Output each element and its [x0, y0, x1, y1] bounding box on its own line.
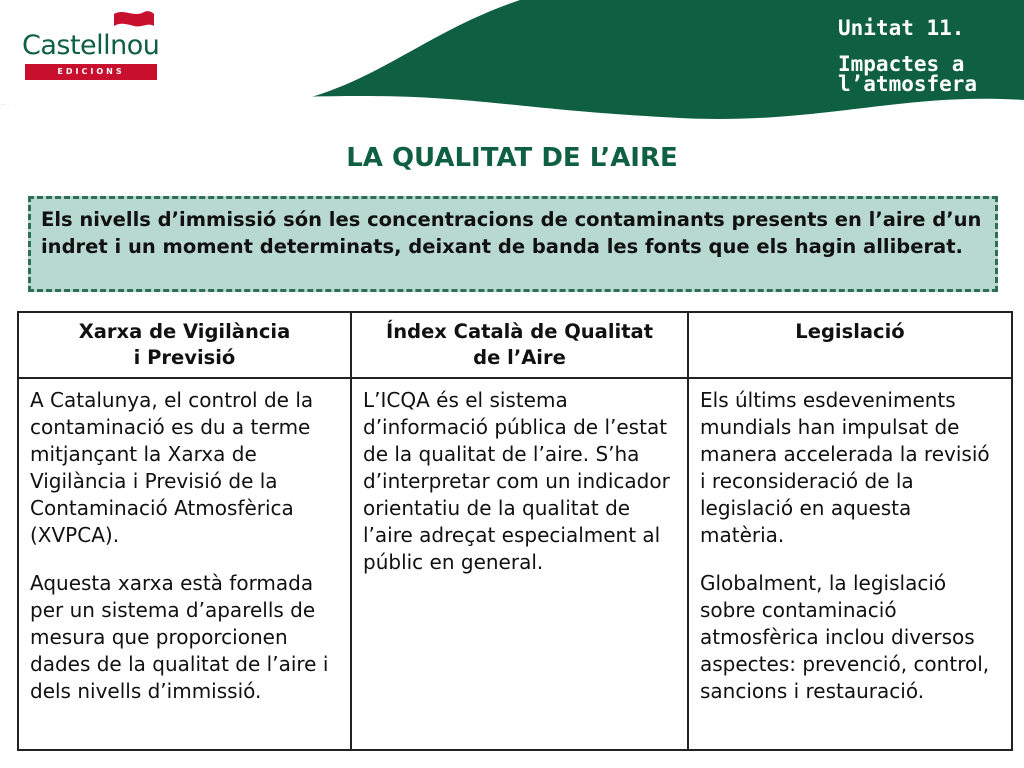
- flag-icon: [112, 8, 156, 30]
- header-xarxa-line2: i Previsió: [133, 346, 236, 369]
- header-xarxa-line1: Xarxa de Vigilància: [78, 320, 291, 343]
- page-title: LA QUALITAT DE L’AIRE: [346, 143, 678, 173]
- logo-tagline: EDICIONS: [25, 64, 157, 80]
- info-table: [17, 311, 1013, 751]
- unit-title: Impactes a l’atmosfera: [838, 52, 978, 96]
- cell-index: [351, 378, 688, 750]
- definition-box: Els nivells d’immissió són les concentracions de contaminants presents en l’aire d’un indret i un moment determinats, deixant de banda les fonts que els hagin alliberat.: [28, 196, 998, 292]
- cell-legislacio: [688, 378, 1012, 750]
- cell-paragraph: L’ICQA és el sistema d’informació pública de l’estat de la qualitat de l’aire. S’ha d’interpretar com un indicador orientatiu de la qualitat de l’aire adreçat especialment al públic en general.: [363, 388, 670, 574]
- cell-paragraph: A Catalunya, el control de la contaminació es du a terme mitjançant la Xarxa de Vigilància i Previsió de la Contaminació Atmosfèrica (XVPCA).: [30, 388, 314, 547]
- castellnou-logo: [22, 8, 162, 80]
- unit-number: Unitat 11.: [838, 16, 965, 40]
- unit-info: [838, 18, 1008, 94]
- cell-paragraph: Globalment, la legislació sobre contaminació atmosfèrica inclou diversos aspectes: prevenció, control, sancions i restauració.: [700, 571, 990, 703]
- header-xarxa: [18, 312, 351, 378]
- header-index-line1: Índex Català de Qualitat: [385, 320, 654, 343]
- table-header-row: [18, 312, 1012, 378]
- table-row: [18, 378, 1012, 750]
- header-index: [351, 312, 688, 378]
- cell-paragraph: Aquesta xarxa està formada per un sistema d’aparells de mesura que proporcionen dades de la qualitat de l’aire i dels nivells d’immissió.: [30, 571, 329, 703]
- cell-xarxa: [18, 378, 351, 750]
- cell-paragraph: Els últims esdeveniments mundials han impulsat de manera accelerada la revisió i reconsideració de la legislació en aquesta matèria.: [700, 388, 990, 547]
- header-legislacio: [688, 312, 1012, 378]
- logo-wordmark: Castellnou: [22, 30, 160, 61]
- header-legislacio-line1: Legislació: [795, 320, 905, 343]
- header-index-line2: de l’Aire: [473, 346, 566, 369]
